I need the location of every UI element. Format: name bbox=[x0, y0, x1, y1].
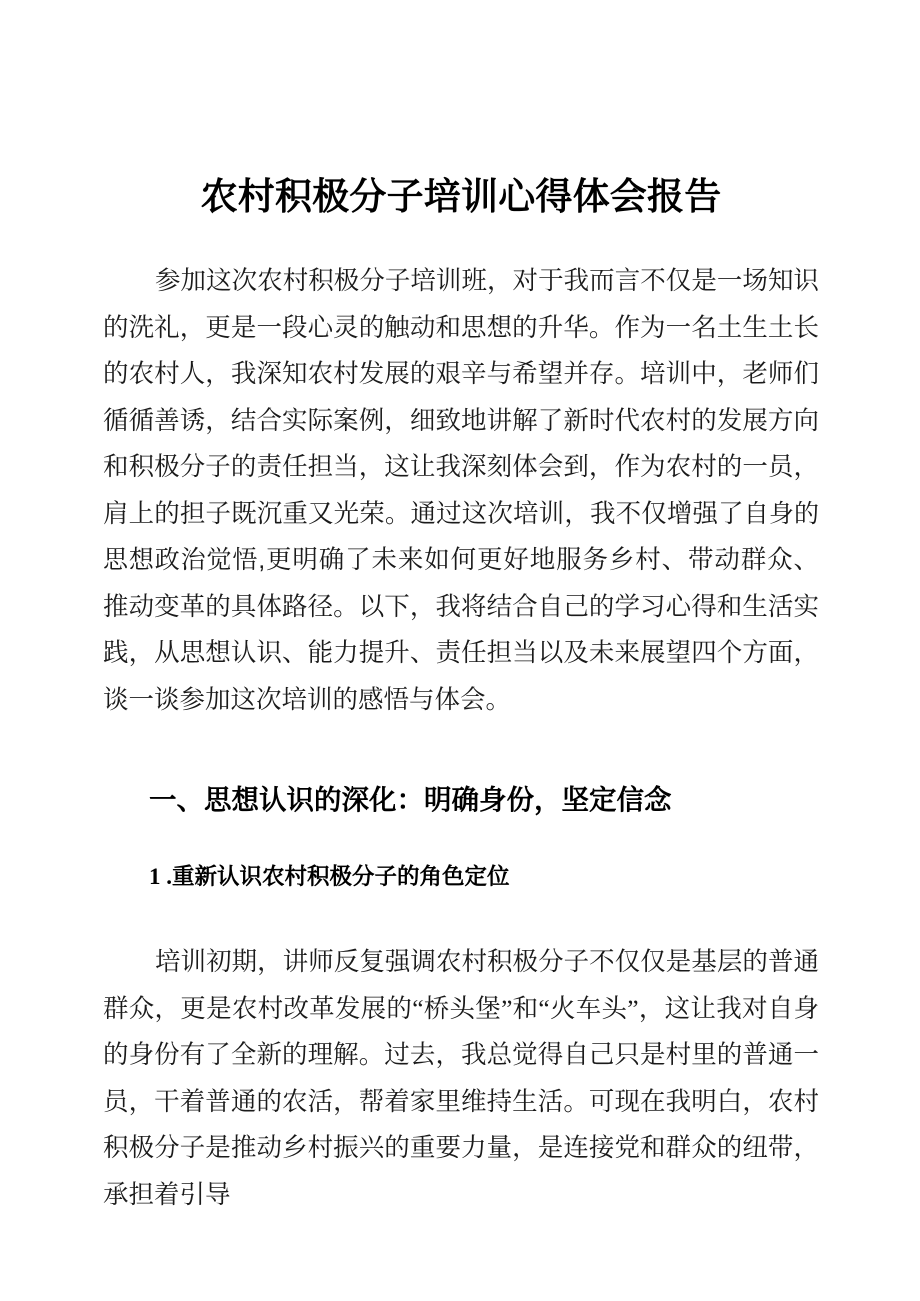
subsection-heading-label: 重新认识农村积极分子的角色定位 bbox=[172, 864, 510, 889]
document-content-area bbox=[103, 0, 819, 1218]
page-title: 农村积极分子培训心得体会报告 bbox=[200, 176, 722, 217]
paragraph-intro-tail: 更明确了未来如何更好地服务乡村、带动群众、推动变革的具体路径。以下，我将结合自己的学习心得和生活实践，从思想认识、能力提升、责任担当以及未来展望四个方面，谈一谈参加这次培训的感悟与体会。 bbox=[103, 545, 819, 714]
section-heading-1: 一、思想认识的深化：明确身份，坚定信念 bbox=[149, 784, 672, 815]
subsection-number: 1 bbox=[149, 864, 161, 889]
subsection-separator: . bbox=[160, 864, 172, 889]
paragraph-section-1-1-body: 培训初期，讲师反复强调农村积极分子不仅仅是基层的普通群众，更是农村改革发展的“桥头堡”和“火车头”，这让我对自身的身份有了全新的理解。过去，我总觉得自己只是村里的普通一员，干着普通的农活，帮着家里维持生活。可现在我明白，农村积极分子是推动乡村振兴的重要力量，是连接党和群众的纽带，承担着引导 bbox=[103, 947, 819, 1209]
subsection-heading-1-1 bbox=[103, 823, 819, 897]
paragraph-intro-text: 参加这次农村积极分子培训班，对于我而言不仅是一场知识的洗礼，更是一段心灵的触动和思想的升华。作为一名土生土长的农村人，我深知农村发展的艰辛与希望并存。培训中，老师们循循善诱，结合实际案例，细致地讲解了新时代农村的发展方向和积极分子的责任担当，这让我深刻体会到，作为农村的一员，肩上的担子既沉重又光荣。通过这次培训，我不仅增强了 bbox=[103, 266, 819, 528]
paragraph-intro bbox=[103, 258, 819, 723]
paragraph-intro-sans-run: 自身的思想政治觉悟, bbox=[103, 499, 819, 574]
